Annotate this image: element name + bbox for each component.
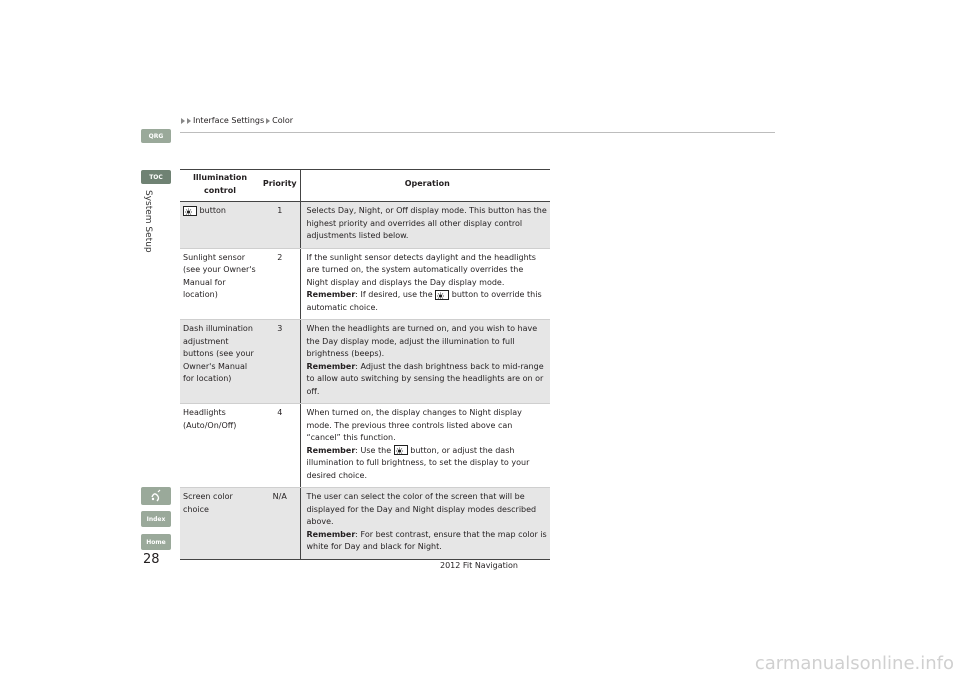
day-night-icon [435, 290, 449, 300]
voice-command-icon [149, 489, 163, 503]
remember-label: Remember [306, 290, 356, 299]
breadcrumb-item-interface-settings[interactable]: Interface Settings [193, 116, 265, 125]
toc-button[interactable]: TOC [141, 170, 171, 184]
voice-button[interactable] [141, 487, 171, 505]
table-row [180, 488, 550, 560]
row-operation: The user can select the color of the screen that will be displayed for the Day and Night display modes described above. Remember: For best contrast, ensure that the map color is white for Day and black for Night. [300, 488, 550, 560]
remember-label: Remember [306, 361, 356, 371]
breadcrumb-item-color[interactable]: Color [272, 116, 294, 125]
footer-title: 2012 Fit Navigation [440, 561, 518, 570]
breadcrumb [181, 116, 293, 125]
row-priority: 2 [260, 248, 300, 320]
row-operation: Selects Day, Night, or Off display mode. This button has the highest priority and overrides all other display control adjustments listed below. [300, 202, 550, 249]
table-row [180, 404, 550, 488]
day-night-icon [394, 445, 408, 455]
illumination-table [180, 169, 550, 560]
row-control: Sunlight sensor (see your Owner's Manual for location) [180, 248, 260, 320]
arrow-right-icon [181, 118, 185, 124]
section-label: System Setup [143, 190, 153, 253]
header-illumination-control: Illumination control [180, 170, 260, 202]
table-row [180, 202, 550, 249]
arrow-right-icon [187, 118, 191, 124]
row-operation: If the sunlight sensor detects daylight and the headlights are turned on, the system automatically overrides the Night display and displays the Day display mode. Remember: If desired, use the button to override this automatic choice. [300, 248, 550, 320]
row-control: Headlights (Auto/On/Off) [180, 404, 260, 488]
remember-label: Remember [306, 445, 356, 455]
row-control: button [180, 202, 260, 249]
watermark: carmanualsonline.info [754, 653, 954, 674]
row-operation: When the headlights are turned on, and you wish to have the Day display mode, adjust the illumination to full brightness (beeps). Remember: Adjust the dash brightness back to mid-range to allow auto switching by sensing the headlights are on or off. [300, 320, 550, 404]
row-operation: When turned on, the display changes to Night display mode. The previous three controls listed above can “cancel” this function. Remember: Use the button, or adjust the dash illumination to full brightness, to set the display to your desired choice. [300, 404, 550, 488]
home-button[interactable]: Home [141, 534, 171, 550]
qrg-button[interactable]: QRG [141, 129, 171, 143]
row-priority: 3 [260, 320, 300, 404]
header-operation: Operation [300, 170, 550, 202]
row-priority: N/A [260, 488, 300, 560]
index-button[interactable]: Index [141, 511, 171, 527]
row-priority: 4 [260, 404, 300, 488]
table-header-row [180, 170, 550, 202]
page-number: 28 [143, 552, 160, 567]
arrow-right-icon [266, 118, 270, 124]
header-priority: Priority [260, 170, 300, 202]
table-row [180, 320, 550, 404]
row-priority: 1 [260, 202, 300, 249]
row-control: Dash illumination adjustment buttons (see your Owner's Manual for location) [180, 320, 260, 404]
table-row [180, 248, 550, 320]
row-control: Screen color choice [180, 488, 260, 560]
day-night-icon [183, 206, 197, 216]
remember-label: Remember [306, 529, 356, 539]
header-rule [180, 132, 775, 133]
